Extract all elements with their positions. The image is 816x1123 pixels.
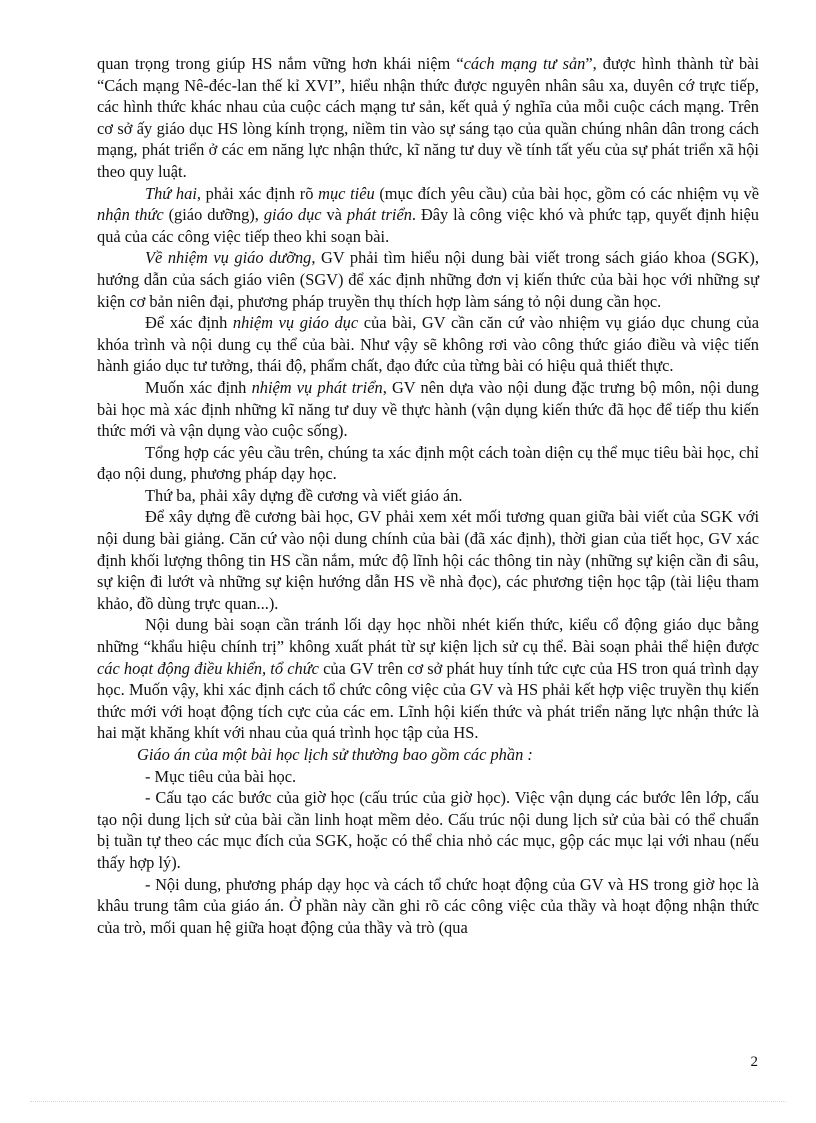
text-run: Để xây dựng đề cương bài học, GV phải xem xét mối tương quan giữa bài viết của SGK với nội dung bài giảng. Căn cứ vào nội dung chính của bài (đã xác định), thời gian của tiết học, GV xác định khối lượng thông tin HS cần nắm, mức độ lĩnh hội các thông tin này (những sự kiện cần đi sâu, sự kiện đi lướt và những sự kiện hướng dẫn HS về nhà đọc), các phương tiện học tập (tài liệu tham khảo, đồ dùng trực quan...). (97, 507, 759, 613)
page-number: 2 (750, 1054, 758, 1070)
italic-text-run: giáo dục (263, 205, 322, 225)
page-bottom-divider (30, 1101, 786, 1102)
text-run: quan trọng trong giúp HS nắm vững hơn khái niệm “ (97, 54, 464, 73)
italic-text-run: nhận thức (97, 205, 164, 225)
paragraph-thu-hai (97, 183, 759, 248)
italic-text-run: cách mạng tư sản (463, 54, 586, 73)
paragraph-giao-an-heading (97, 744, 759, 766)
paragraph-giao-duong (97, 247, 759, 312)
italic-text-run: nhiệm vụ phát triển (251, 377, 383, 397)
text-run: của GV trên cơ sở phát huy tính tức cực của HS tron quá trình dạy học. Muốn vậy, khi xác định cách tổ chức công việc của GV và HS phải kết hợp việc truyền thụ kiến thức mới với hoạt động tích cực của các em. Lĩnh hội kiến thức và phát triển năng lực nhận thức là hai mặt khăng khít với nhau của quá trình học tập của HS. (97, 658, 760, 743)
text-run: Để xác định (145, 313, 233, 333)
text-run: , GV phải tìm hiểu nội dung bài viết trong sách giáo khoa (SGK), hướng dẫn của sách giáo viên (SGV) để xác định những đơn vị kiến thức của bài học với những sự kiện cơ bản niên đại, phương pháp truyền thụ thích hợp làm sáng tỏ nội dung cần học. (97, 248, 759, 311)
text-run: , GV nên dựa vào nội dung đặc trưng bộ môn, nội dung bài học mà xác định những kĩ năng tư duy về thực hành (vận dụng kiến thức đã học để tiếp thu kiến thức mới và vận dụng vào cuộc sống). (97, 377, 760, 441)
italic-text-run: Giáo án của một bài học lịch sử thường bao gồm các phần : (137, 745, 533, 764)
text-run: ”, được hình thành từ bài “Cách mạng Nê-đéc-lan thế kỉ XVI”, hiểu nhận thức được nguyên nhân sâu xa, duyên cớ trực tiếp, các hình thức khác nhau của cuộc cách mạng tư sản, kết quả ý nghĩa của mỗi cuộc cách mạng. Trên cơ sở ấy giáo dục HS lòng kính trọng, niềm tin vào sự sáng tạo của quần chúng nhân dân trong cách mạng, phát triển ở các em năng lực nhận thức, kĩ năng tư duy về tính tất yếu của sự phát triển xã hội theo quy luật. (97, 54, 760, 181)
text-run: Tổng hợp các yêu cầu trên, chúng ta xác định một cách toàn diện cụ thể mục tiêu bài học, chỉ đạo nội dung, phương pháp dạy học. (97, 442, 759, 484)
text-run: - Cấu tạo các bước của giờ học (cấu trúc của giờ học). Việc vận dụng các bước lên lớp, cấu tạo nội dung lịch sử của bài cần linh hoạt mềm dẻo. Cấu trúc nội dung lịch sử của bài có thể chuẩn bị tuần tự theo các mục đích của SGK, hoặc có thể chia nhỏ các mục, gộp các mục lại với nhau (nếu thấy hợp lý). (97, 788, 759, 872)
text-run: , phải xác định rõ (196, 183, 319, 203)
italic-text-run: các hoạt động điều khiển, tổ chức (97, 658, 319, 678)
list-item-noi-dung (97, 874, 759, 939)
text-run: Nội dung bài soạn cần tránh lối dạy học nhồi nhét kiến thức, kiểu cổ động giáo dục bằng những “khẩu hiệu chính trị” không xuất phát từ sự kiện lịch sử cụ thể. Bài soạn phải thể hiện được (97, 615, 759, 657)
text-run: và (321, 205, 347, 225)
italic-text-run: mục tiêu (318, 183, 375, 203)
text-run: (mục đích yêu cầu) của bài học, gồm có các nhiệm vụ về (374, 183, 759, 203)
italic-text-run: phát triển (346, 205, 412, 225)
text-run: Muốn xác định (145, 377, 252, 397)
paragraph-noi-dung-bai-soan (97, 614, 759, 744)
paragraph-de-cuong (97, 506, 759, 614)
paragraph-intro (97, 53, 759, 183)
text-run: - Nội dung, phương pháp dạy học và cách tổ chức hoạt động của GV và HS trong giờ học là khâu trung tâm của giáo án. Ở phần này cần ghi rõ các công việc của thầy và hoạt động nhận thức của trò, mối quan hệ giữa hoạt động của thầy và trò (qua (97, 874, 759, 937)
text-run: (giáo dưỡng), (163, 205, 264, 225)
document-body (97, 53, 759, 938)
text-run: của bài, GV cần căn cứ vào nhiệm vụ giáo dục chung của khóa trình và nội dung cụ thể của bài. Như vậy sẽ không rơi vào công thức giáo điều và việc tiến hành giáo dục tư tưởng, thái độ, phẩm chất, đạo đức của từng bài có hiệu quả thiết thực. (97, 313, 760, 376)
paragraph-giao-duc (97, 312, 759, 377)
text-run: . Đây là công việc khó và phức tạp, quyết định hiệu quả của các công việc tiếp theo khi soạn bài. (97, 205, 759, 246)
text-run: Thứ ba, phải xây dựng đề cương và viết giáo án. (145, 485, 463, 505)
italic-text-run: Thứ hai (145, 183, 197, 203)
text-run: - Mục tiêu của bài học. (145, 766, 297, 786)
italic-text-run: nhiệm vụ giáo dục (232, 313, 359, 333)
list-item-cau-tao (97, 787, 759, 873)
paragraph-tong-hop (97, 442, 759, 485)
paragraph-thu-ba (97, 485, 759, 507)
italic-text-run: Về nhiệm vụ giáo dưỡng (145, 248, 312, 268)
list-item-muc-tieu (97, 766, 759, 788)
paragraph-phat-trien (97, 377, 759, 442)
